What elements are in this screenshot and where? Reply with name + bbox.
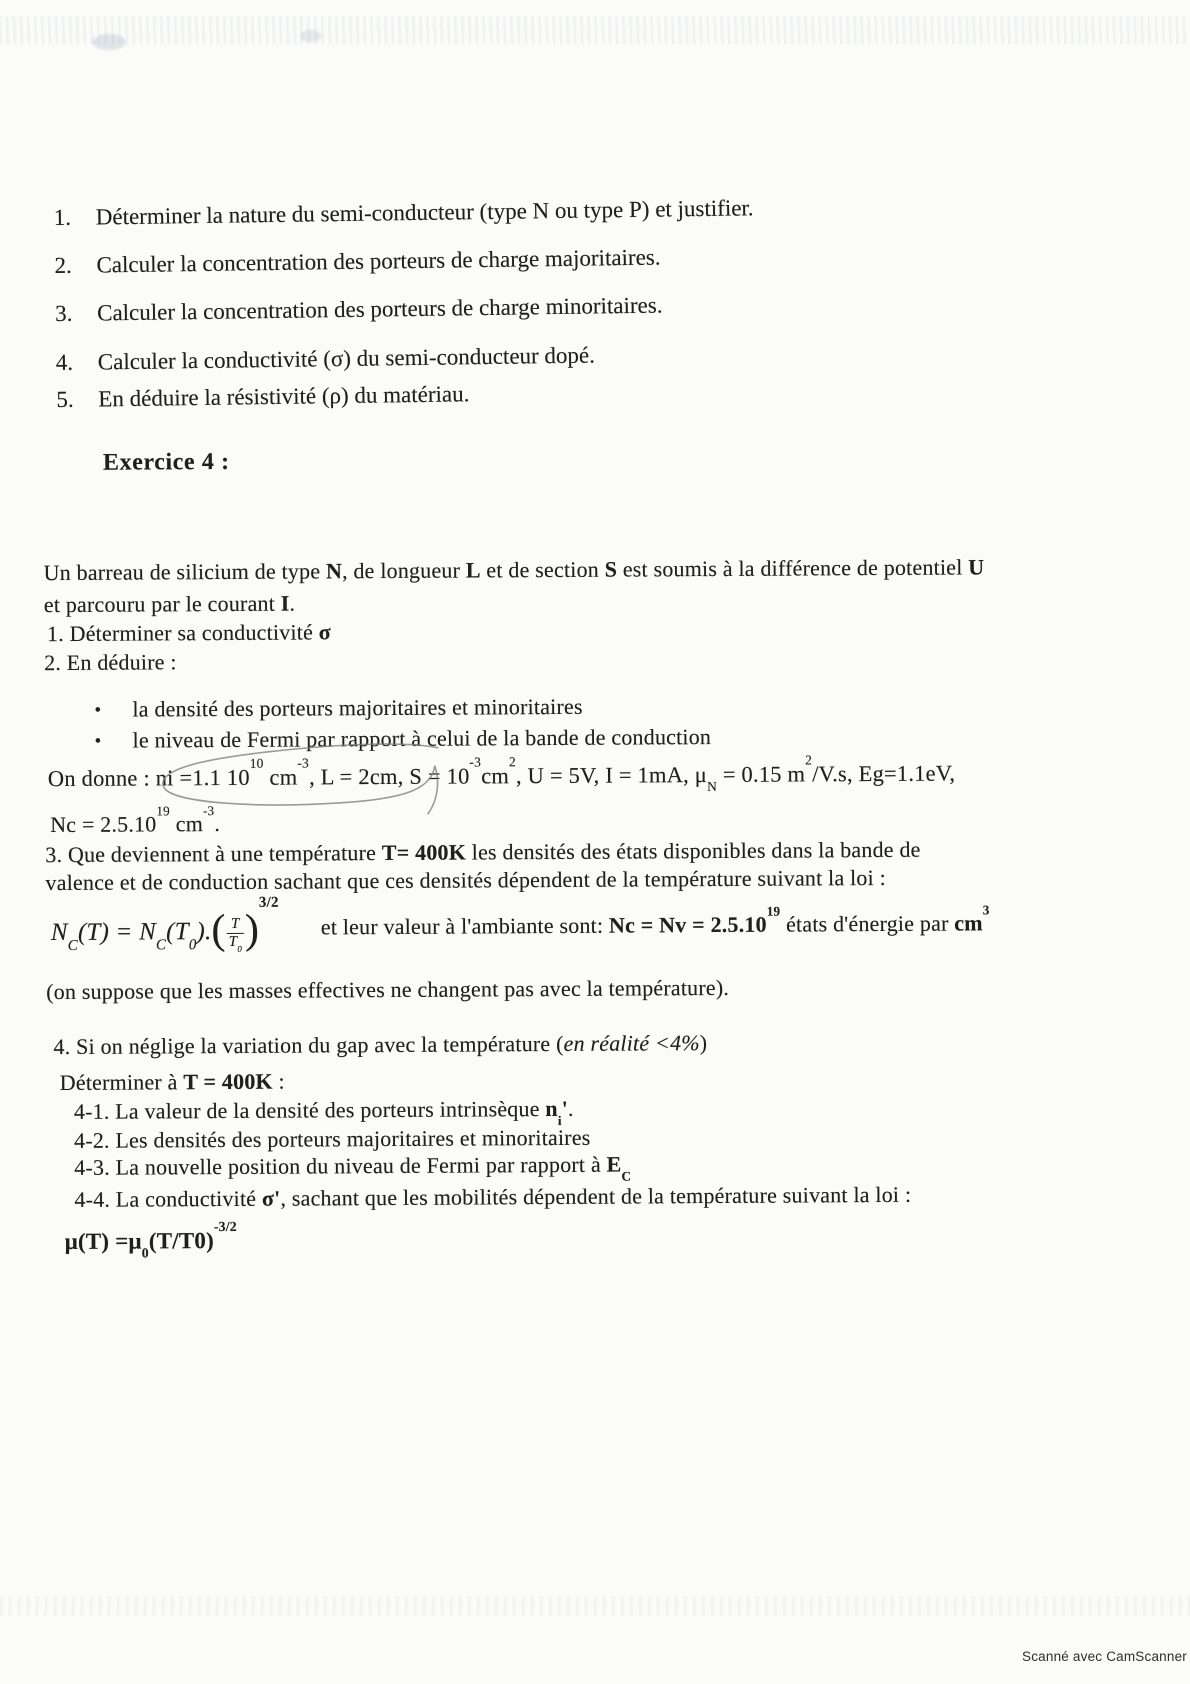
close-paren: ) bbox=[244, 907, 260, 954]
list-item-text: Calculer la conductivité (σ) du semi-conducteur dopé. bbox=[97, 342, 596, 375]
exercise4-question4-4: 4-4. La conductivité σ', sachant que les mobilités dépendent de la température suivant la loi : bbox=[74, 1181, 912, 1212]
bullet-text: le niveau de Fermi par rapport à celui de la bande de conduction bbox=[132, 724, 712, 753]
exercise4-question4-2: 4-2. Les densités des porteurs majoritaires et minoritaires bbox=[74, 1124, 591, 1153]
exercise4-question4-3: 4-3. La nouvelle position du niveau de Fermi par rapport à $E_C$ bbox=[74, 1151, 632, 1184]
camscanner-watermark: Scanné avec CamScanner bbox=[1022, 1649, 1187, 1664]
fraction-denominator bbox=[227, 933, 244, 955]
exercise4-question4-1: 4-1. La valeur de la densité des porteurs intrinsèque $n_i'$. bbox=[73, 1095, 574, 1129]
formula-symbol: N bbox=[50, 918, 68, 947]
mobility-formula: $\mu(T) =\mu_0(T/T0)^{-3/2}$ bbox=[64, 1219, 237, 1261]
open-paren: ( bbox=[211, 907, 226, 954]
list-item-text: Calculer la concentration des porteurs de charge minoritaires. bbox=[96, 292, 663, 326]
list-item-text: Calculer la concentration des porteurs de charge majoritaires. bbox=[96, 244, 661, 278]
formula-note: et leur valeur à l'ambiante sont: $Nc = Nv = 2.5.10^{19}$ états d'énergie par $cm^3$ bbox=[320, 902, 990, 940]
exercise4-intro-line1: Un barreau de silicium de type N, de longueur L et de section S est soumis à la différence de potentiel U bbox=[43, 554, 985, 586]
fraction-t-over-t0 bbox=[227, 916, 244, 955]
exercise4-question4-line1: 4. Si on néglige la variation du gap avec la température (en réalité <4%) bbox=[53, 1030, 708, 1060]
list-item bbox=[55, 293, 663, 327]
formula-argument: ). bbox=[196, 918, 212, 946]
list-item bbox=[56, 381, 469, 413]
scan-noise-bottom bbox=[0, 1596, 1190, 1616]
bullet-icon: • bbox=[94, 730, 102, 752]
list-item-number: 2. bbox=[54, 252, 72, 279]
list-item-text: En déduire la résistivité (ρ) du matériau. bbox=[98, 381, 470, 412]
fraction-denominator-sub: 0 bbox=[237, 944, 243, 955]
exercise4-question1: 1. Déterminer sa conductivité σ bbox=[46, 619, 331, 647]
formula-argument: (T bbox=[166, 918, 189, 946]
formula-argument: (T) bbox=[77, 918, 110, 946]
formula-subscript: C bbox=[67, 938, 79, 955]
nc-value-line: $Nc = 2.5.10^{19}$ $cm^{-3}$. bbox=[50, 802, 221, 838]
exercise4-heading: Exercice 4 : bbox=[102, 448, 230, 476]
bullet-item-densite bbox=[94, 694, 582, 723]
list-item bbox=[54, 195, 754, 231]
list-item bbox=[54, 245, 660, 279]
bullet-text: la densité des porteurs majoritaires et minoritaires bbox=[132, 693, 583, 722]
formula-lhs bbox=[50, 918, 212, 955]
exercise4-intro-line2: et parcouru par le courant I. bbox=[43, 590, 296, 618]
formula-exponent: 3/2 bbox=[258, 894, 279, 911]
exercise4-question3-line2: valence et de conduction sachant que ces densités dépendent de la température suivant la loi : bbox=[45, 864, 887, 896]
exercise4-question2: 2. En déduire : bbox=[44, 649, 177, 676]
list-item-number: 5. bbox=[56, 386, 74, 413]
bullet-icon: • bbox=[94, 699, 102, 721]
list-item-text: Déterminer la nature du semi-conducteur (type N ou type P) et justifier. bbox=[95, 195, 754, 230]
fraction-numerator: T bbox=[230, 916, 240, 933]
masses-note: (on suppose que les masses effectives ne changent pas avec la température). bbox=[46, 974, 730, 1005]
formula-subscript: C bbox=[155, 937, 167, 954]
fraction-denominator-base: T bbox=[228, 933, 238, 950]
list-item-number: 3. bbox=[54, 300, 73, 327]
formula-symbol: N bbox=[138, 918, 156, 946]
exercise4-question4-line2: Déterminer à T = 400K : bbox=[59, 1068, 285, 1096]
list-item-number: 4. bbox=[55, 349, 74, 376]
exercise4-question3-line1: 3. Que deviennent à une température T= 400K les densités des états disponibles dans la bande de bbox=[45, 836, 921, 868]
equals-sign: = bbox=[115, 918, 133, 946]
nc-temperature-formula bbox=[50, 894, 990, 974]
list-item-number: 1. bbox=[53, 204, 72, 231]
formula-subscript: 0 bbox=[188, 937, 197, 954]
list-item bbox=[56, 343, 595, 377]
given-values-line: On donne : ni =1.1 $10^{10}$ $cm^{-3}$, L = 2cm, $S = 10^{-3}cm^2$, U = 5V, I = 1mA, $\mu_N = 0.15$ $m^2/V.s$, Eg=1.1eV, bbox=[47, 752, 956, 795]
bullet-item-fermi bbox=[95, 724, 712, 754]
